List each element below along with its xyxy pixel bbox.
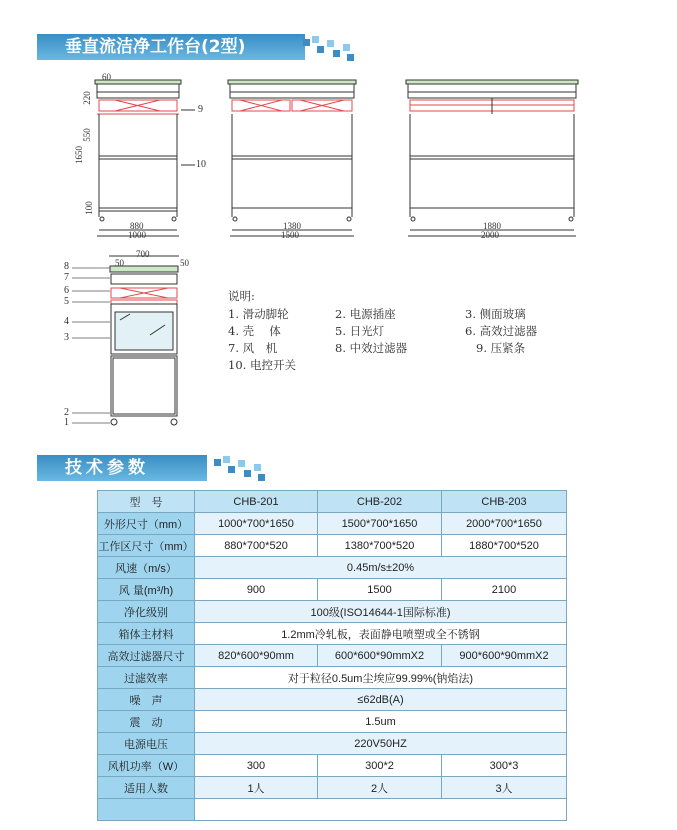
table-cell-span: 100级(ISO14644-1国际标准) xyxy=(195,601,567,623)
front-view-chb201 xyxy=(95,80,195,236)
dim-total-h: 1650 xyxy=(74,146,84,164)
table-row xyxy=(98,623,567,645)
row-label: 净化级别 xyxy=(98,601,195,623)
table-row xyxy=(98,799,567,821)
table-row xyxy=(98,689,567,711)
callout-5: 5 xyxy=(64,296,69,307)
table-cell-span: 0.45m/s±20% xyxy=(195,557,567,579)
table-cell: 1880*700*520 xyxy=(442,535,567,557)
row-label: 外形尺寸（mm） xyxy=(98,513,195,535)
dim-h1: 220 xyxy=(81,91,92,105)
table-cell: 1人 xyxy=(195,777,318,799)
legend-item: 1. 滑动脚轮 xyxy=(228,307,289,321)
table-cell: 300 xyxy=(195,755,318,777)
table-row xyxy=(98,557,567,579)
table-cell: 300*2 xyxy=(318,755,442,777)
dim-outer-w-2: 1500 xyxy=(281,230,299,240)
front-view-chb202 xyxy=(228,80,356,236)
dim-inner-w-2: 1380 xyxy=(283,221,301,231)
dim-h2: 550 xyxy=(81,128,92,142)
table-cell: 1380*700*520 xyxy=(318,535,442,557)
table-cell: 1500 xyxy=(318,579,442,601)
table-row xyxy=(98,579,567,601)
dim-foot: 100 xyxy=(83,201,94,215)
header-cell: CHB-202 xyxy=(318,491,442,513)
table-cell: 600*600*90mmX2 xyxy=(318,645,442,667)
table-row xyxy=(98,777,567,799)
table-cell-span: 220V50HZ xyxy=(195,733,567,755)
section-title: 垂直流洁净工作台(2型) xyxy=(37,34,305,60)
front-view-chb203 xyxy=(406,80,578,236)
table-cell: 820*600*90mm xyxy=(195,645,318,667)
header-cell: 型 号 xyxy=(98,491,195,513)
legend-item: 9. 压紧条 xyxy=(476,341,526,355)
table-cell: 2000*700*1650 xyxy=(442,513,567,535)
table-cell-span xyxy=(195,799,567,821)
table-row xyxy=(98,711,567,733)
legend-item: 4. 壳 体 xyxy=(228,324,281,338)
legend-item: 8. 中效过滤器 xyxy=(335,341,408,355)
table-cell: 900 xyxy=(195,579,318,601)
spec-table xyxy=(97,490,567,821)
legend-title: 说明: xyxy=(228,289,255,303)
row-label: 震 动 xyxy=(98,711,195,733)
table-cell: 2人 xyxy=(318,777,442,799)
decorative-pixel-blocks xyxy=(214,456,274,482)
row-label xyxy=(98,799,195,821)
legend-item: 6. 高效过滤器 xyxy=(465,324,538,338)
row-label: 高效过滤器尺寸 xyxy=(98,645,195,667)
callout-7: 7 xyxy=(64,272,69,283)
legend-item: 3. 侧面玻璃 xyxy=(465,307,526,321)
dim-outer-w-1: 1000 xyxy=(128,230,146,240)
dim-inner-w-1: 880 xyxy=(130,221,144,231)
row-label: 风 量(m³/h) xyxy=(98,579,195,601)
table-cell: 3人 xyxy=(442,777,567,799)
table-cell-span: 1.5um xyxy=(195,711,567,733)
callout-8: 8 xyxy=(64,261,69,272)
row-label: 工作区尺寸（mm） xyxy=(98,535,195,557)
dim-top: 60 xyxy=(102,72,111,82)
row-label: 箱体主材料 xyxy=(98,623,195,645)
row-label: 噪 声 xyxy=(98,689,195,711)
table-cell: 880*700*520 xyxy=(195,535,318,557)
table-cell: 2100 xyxy=(442,579,567,601)
legend-item: 2. 电源插座 xyxy=(335,307,396,321)
callout-3: 3 xyxy=(64,332,69,343)
table-cell: 1000*700*1650 xyxy=(195,513,318,535)
table-row xyxy=(98,667,567,689)
legend-item: 7. 风 机 xyxy=(228,341,278,355)
params-title: 技术参数 xyxy=(37,455,207,481)
row-label: 电源电压 xyxy=(98,733,195,755)
callout-6: 6 xyxy=(64,285,69,296)
callout-4: 4 xyxy=(64,316,69,327)
dim-side-left: 50 xyxy=(115,258,124,268)
table-cell: 300*3 xyxy=(442,755,567,777)
table-row xyxy=(98,535,567,557)
dim-inner-w-3: 1880 xyxy=(483,221,501,231)
table-row xyxy=(98,755,567,777)
table-cell-span: ≤62dB(A) xyxy=(195,689,567,711)
table-cell-span: 1.2mm冷轧板，表面静电喷塑或全不锈钢 xyxy=(195,623,567,645)
row-label: 风速（m/s） xyxy=(98,557,195,579)
table-header-row xyxy=(98,491,567,513)
row-label: 过滤效率 xyxy=(98,667,195,689)
dim-side-width: 700 xyxy=(136,249,150,259)
table-row xyxy=(98,645,567,667)
table-row xyxy=(98,601,567,623)
side-view xyxy=(109,256,179,425)
header-cell: CHB-203 xyxy=(442,491,567,513)
callout-2: 2 xyxy=(64,407,69,418)
table-cell-span: 对于粒径0.5um尘埃应99.99%(钠焰法) xyxy=(195,667,567,689)
table-row xyxy=(98,733,567,755)
dim-side-right: 50 xyxy=(180,258,189,268)
header-cell: CHB-201 xyxy=(195,491,318,513)
table-cell: 1500*700*1650 xyxy=(318,513,442,535)
callout-10: 10 xyxy=(196,159,206,170)
callout-9: 9 xyxy=(198,104,203,115)
row-label: 适用人数 xyxy=(98,777,195,799)
legend-item: 5. 日光灯 xyxy=(335,324,385,338)
table-cell: 900*600*90mmX2 xyxy=(442,645,567,667)
table-row xyxy=(98,513,567,535)
row-label: 风机功率（W） xyxy=(98,755,195,777)
legend-item: 10. 电控开关 xyxy=(228,358,296,372)
callout-1: 1 xyxy=(64,417,69,428)
dim-outer-w-3: 2000 xyxy=(481,230,499,240)
